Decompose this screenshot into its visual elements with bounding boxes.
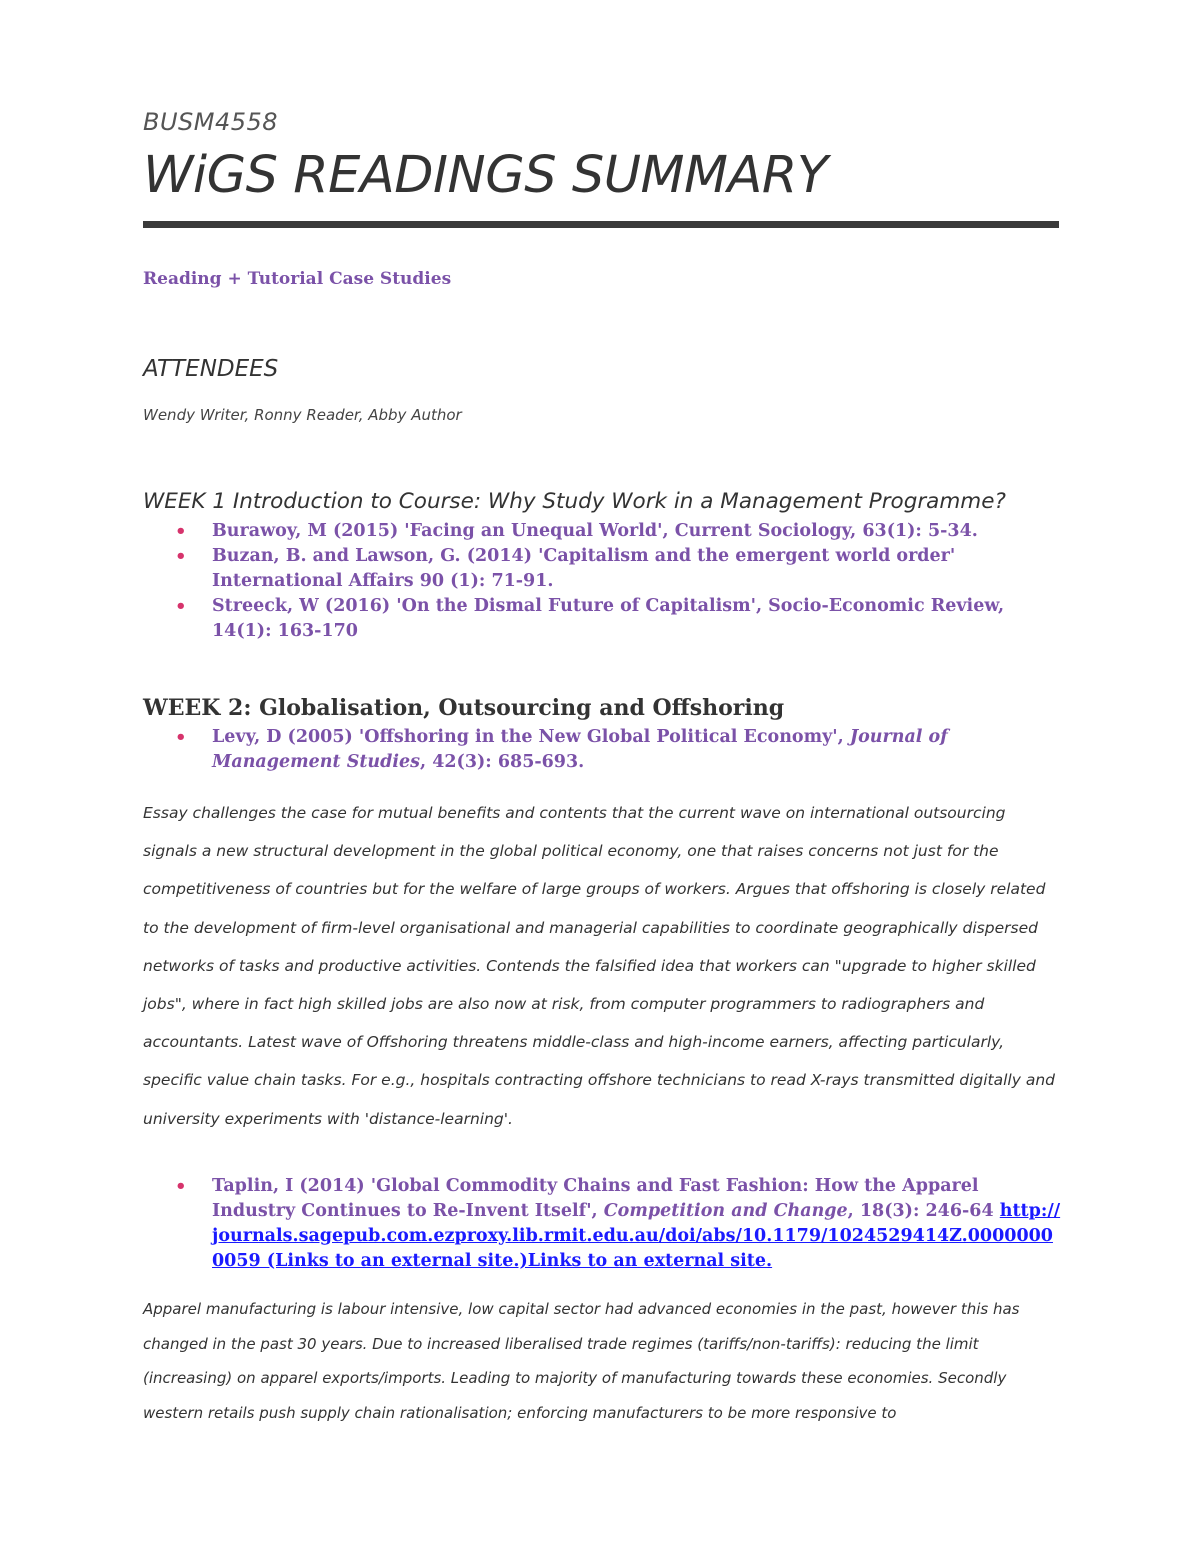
attendees-names: Wendy Writer, Ronny Reader, Abby Author bbox=[143, 406, 462, 424]
reference-text: Burawoy, M (2015) 'Facing an Unequal World', Current Sociology, 63(1): 5-34. bbox=[212, 521, 978, 541]
reading-summary: Apparel manufacturing is labour intensive, low capital sector had advanced economies in the past, however this has changed in the past 30 years. Due to increased liberalised trade regimes (tariffs/non-tariffs): reducing the limit (increasing) on apparel exports/imports. Leading to majority of manufacturing towards these economies. Secondly western retails push supply chain rationalisation; enforcing manufacturers to be more responsive to bbox=[143, 1300, 1020, 1422]
bullet-icon: • bbox=[175, 521, 187, 542]
reference-text: Taplin, I (2014) 'Global Commodity Chains and Fast Fashion: How the Apparel Industry Continues to Re-Invent Itself', bbox=[212, 1176, 979, 1221]
course-code: BUSM4558 bbox=[143, 108, 279, 136]
reference-citation: , 18(3): 246-64 bbox=[847, 1201, 1000, 1221]
page-subtitle: Reading + Tutorial Case Studies bbox=[143, 269, 452, 289]
list-item bbox=[0, 519, 1062, 544]
journal-name: Journal of Management Studies bbox=[212, 727, 948, 772]
week2-heading: WEEK 2: Globalisation, Outsourcing and Offshoring bbox=[143, 695, 785, 721]
attendees-heading: ATTENDEES bbox=[143, 356, 279, 382]
list-item bbox=[0, 544, 1062, 594]
bullet-icon: • bbox=[175, 596, 187, 617]
week1-reading-list bbox=[0, 519, 1062, 644]
bullet-icon: • bbox=[175, 546, 187, 567]
list-item bbox=[0, 1174, 1062, 1274]
page-title: WiGS READINGS SUMMARY bbox=[143, 146, 828, 205]
week2-reading-list-1 bbox=[0, 725, 1062, 775]
journal-name: Competition and Change bbox=[603, 1201, 848, 1221]
reading-summary: Essay challenges the case for mutual benefits and contents that the current wave on international outsourcing signals a new structural development in the global political economy, one that raises concerns not just for the competitiveness of countries but for the welfare of large groups of workers. Argues that offshoring is closely related to the development of firm-level organisational and managerial capabilities to coordinate geographically dispersed networks of tasks and productive activities. Contends the falsified idea that workers can "upgrade to higher skilled jobs", where in fact high skilled jobs are also now at risk, from computer programmers to radiographers and accountants. Latest wave of Offshoring threatens middle-class and high-income earners, affecting particularly, specific value chain tasks. For e.g., hospitals contracting offshore technicians to read X-rays transmitted digitally and university experiments with 'distance-learning'. bbox=[143, 804, 1056, 1128]
article-link[interactable]: http://journals.sagepub.com.ezproxy.lib.rmit.edu.au/doi/abs/10.1179/1024529414Z.00000000059 (Links to an external site.)Links to an external site. bbox=[212, 1201, 1061, 1271]
bullet-icon: • bbox=[175, 1176, 187, 1197]
reference-text: Buzan, B. and Lawson, G. (2014) 'Capitalism and the emergent world order' International Affairs 90 (1): 71-91. bbox=[212, 546, 956, 591]
list-item bbox=[0, 725, 1062, 775]
bullet-icon: • bbox=[175, 727, 187, 748]
title-divider bbox=[143, 221, 1059, 228]
list-item bbox=[0, 594, 1062, 644]
reference-text: Streeck, W (2016) 'On the Dismal Future of Capitalism', Socio-Economic Review, 14(1): 163-170 bbox=[212, 596, 1005, 641]
reference-text: Levy, D (2005) 'Offshoring in the New Global Political Economy', bbox=[212, 727, 850, 747]
week2-reading-list-2 bbox=[0, 1174, 1062, 1274]
week1-heading: WEEK 1 Introduction to Course: Why Study Work in a Management Programme? bbox=[143, 489, 1006, 514]
reference-citation: , 42(3): 685-693. bbox=[420, 752, 585, 772]
